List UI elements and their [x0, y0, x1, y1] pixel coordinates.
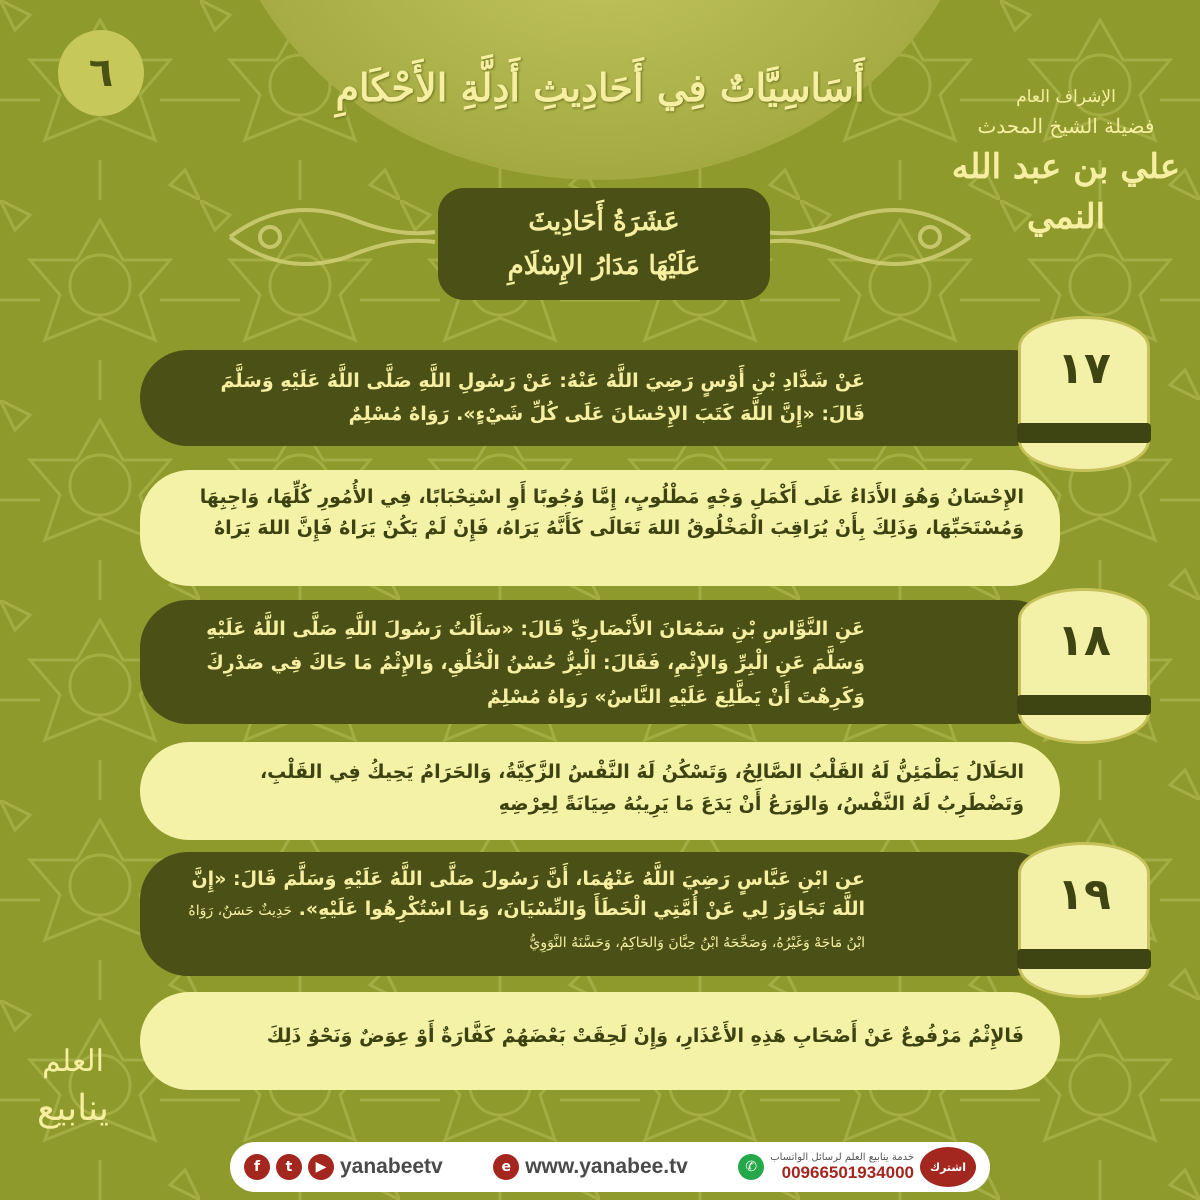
twitter-icon[interactable]: t [276, 1154, 302, 1180]
subtitle-line-1: عَشَرَةُ أَحَادِيثَ [528, 207, 680, 237]
hadith-18-explanation: الحَلَالُ يَطْمَئِنُّ لَهُ القَلْبُ الصَّالِحُ، وَتَسْكُنُ لَهُ النَّفْسُ الزَّكِيَّةُ، وَالحَرَامُ يَحِيكُ فِي القَلْبِ، وَتَضْطَرِبُ لَهُ النَّفْسُ، وَالوَرَعُ أَنْ يَدَعَ مَا يَرِيبُهُ صِيَانَةً لِعِرْضِهِ [140, 742, 1060, 840]
hadith-19-number: ١٩ [1057, 869, 1111, 920]
whatsapp-icon: ✆ [738, 1154, 764, 1180]
hadith-18-number: ١٨ [1057, 615, 1111, 666]
hadith-19-text: عن ابْنِ عَبَّاسٍ رَضِيَ اللَّهُ عَنْهُمَا، أَنَّ رَسُولَ صَلَّى اللَّهُ عَلَيْهِ وَسَلَّمَ قَالَ: «إِنَّ اللَّهَ تَجَاوَزَ لِي عَنْ أُمَّتِي الْخَطَأَ وَالنِّسْيَانَ، وَمَا اسْتُكْرِهُوا عَلَيْهِ». [191, 868, 865, 920]
whatsapp-phone[interactable]: 00966501934000 [781, 1162, 914, 1182]
subtitle-box [438, 188, 770, 300]
facebook-icon[interactable]: f [244, 1154, 270, 1180]
hadith-17-number: ١٧ [1057, 343, 1111, 394]
hadith-18-text: عَنِ النَّوَّاسِ بْنِ سَمْعَانَ الأَنْصَارِيِّ قَالَ: «سَأَلْتُ رَسُولَ اللَّهِ صَلَّى اللَّهُ عَلَيْهِ وَسَلَّمَ عَنِ الْبِرِّ وَالإِثْمِ، فَقَالَ: الْبِرُّ حُسْنُ الْخُلُقِ، وَالإِثْمُ مَا حَاكَ فِي صَدْرِكَ وَكَرِهْتَ أَنْ يَطَّلِعَ عَلَيْهِ النَّاسُ» رَوَاهُ مُسْلِمٌ [206, 618, 865, 708]
badge-ribbon [1017, 695, 1151, 715]
footer-bar [230, 1142, 990, 1192]
yanabee-logo [18, 1040, 128, 1180]
whatsapp-contact[interactable] [738, 1147, 976, 1187]
supervisor-name: علي بن عبد الله النمي [951, 147, 1181, 237]
youtube-icon[interactable]: ▶ [308, 1154, 334, 1180]
hadith-17-explanation: الإِحْسَانُ وَهُوَ الأَدَاءُ عَلَى أَكْمَلِ وَجْهٍ مَطْلُوبٍ، إِمَّا وُجُوبًا أَوِ اسْتِحْبَابًا، فِي الأُمُورِ كُلِّهَا، وَاجِبِهَا وَمُسْتَحَبِّهَا، وَذَلِكَ بِأَنْ يُرَاقِبَ الْمَخْلُوقُ اللهَ تَعَالَى كَأَنَّهُ يَرَاهُ، فَإِنْ لَمْ يَكُنْ يَرَاهُ فَإِنَّ اللهَ يَرَاهُ [140, 470, 1060, 586]
whatsapp-info [770, 1152, 914, 1183]
supervisor-title: فضيلة الشيخ المحدث [977, 114, 1155, 138]
whatsapp-caption: خدمة ينابيع العلم لرسائل الواتساب [770, 1151, 914, 1163]
page-number: ٦ [88, 50, 114, 96]
hadith-18-box [140, 600, 1060, 724]
page-number-badge [58, 30, 144, 116]
badge-ribbon [1017, 423, 1151, 443]
hadith-19-box [140, 852, 1060, 976]
hadith-17-text: عَنْ شَدَّادِ بْنِ أَوْسٍ رَضِيَ اللَّهُ عَنْهُ: عَنْ رَسُولِ اللَّهِ صَلَّى اللَّهُ عَلَيْهِ وَسَلَّمَ قَالَ: «إِنَّ اللَّهَ كَتَبَ الإِحْسَانَ عَلَى كُلِّ شَيْءٍ». رَوَاهُ مُسْلِمٌ [220, 370, 865, 425]
hadith-17-number-badge [1018, 316, 1150, 472]
website-link[interactable] [493, 1154, 688, 1180]
hadith-19-explanation: فَالإِثْمُ مَرْفُوعٌ عَنْ أَصْحَابِ هَذِهِ الأَعْذَارِ، وَإِنْ لَحِقَتْ بَعْضَهُمْ كَفَّارَةٌ أَوْ عِوَضٌ وَنَحْوُ ذَلِكَ [140, 992, 1060, 1090]
website-icon: e [493, 1154, 519, 1180]
hadith-19-number-badge [1018, 842, 1150, 998]
logo-line-2: ينابيع [37, 1088, 109, 1129]
page-title: أَسَاسِيَّاتٌ فِي أَحَادِيثِ أَدِلَّةِ الأَحْكَامِ [335, 65, 865, 110]
social-links [244, 1154, 443, 1180]
hadith-18-number-badge [1018, 588, 1150, 744]
subtitle-line-2: عَلَيْهَا مَدَارُ الإِسْلَامِ [507, 251, 701, 281]
hadith-17-box [140, 350, 1060, 446]
website-url[interactable]: www.yanabee.tv [525, 1155, 688, 1178]
supervisor-label: الإشراف العام [1016, 87, 1116, 107]
badge-ribbon [1017, 949, 1151, 969]
subscribe-button[interactable]: اشترك [920, 1147, 976, 1187]
hadith-19-note: حَدِيثٌ حَسَنٌ، رَوَاهُ ابْنُ مَاجَهْ وَغَيْرُهُ، وَصَحَّحَهُ ابْنُ حِبَّانَ وَالحَاكِمُ، وَحَسَّنَهُ النَّوَوِيُّ [188, 903, 865, 951]
social-handle[interactable]: yanabeetv [340, 1155, 443, 1178]
logo-line-1: العلم [42, 1044, 104, 1079]
